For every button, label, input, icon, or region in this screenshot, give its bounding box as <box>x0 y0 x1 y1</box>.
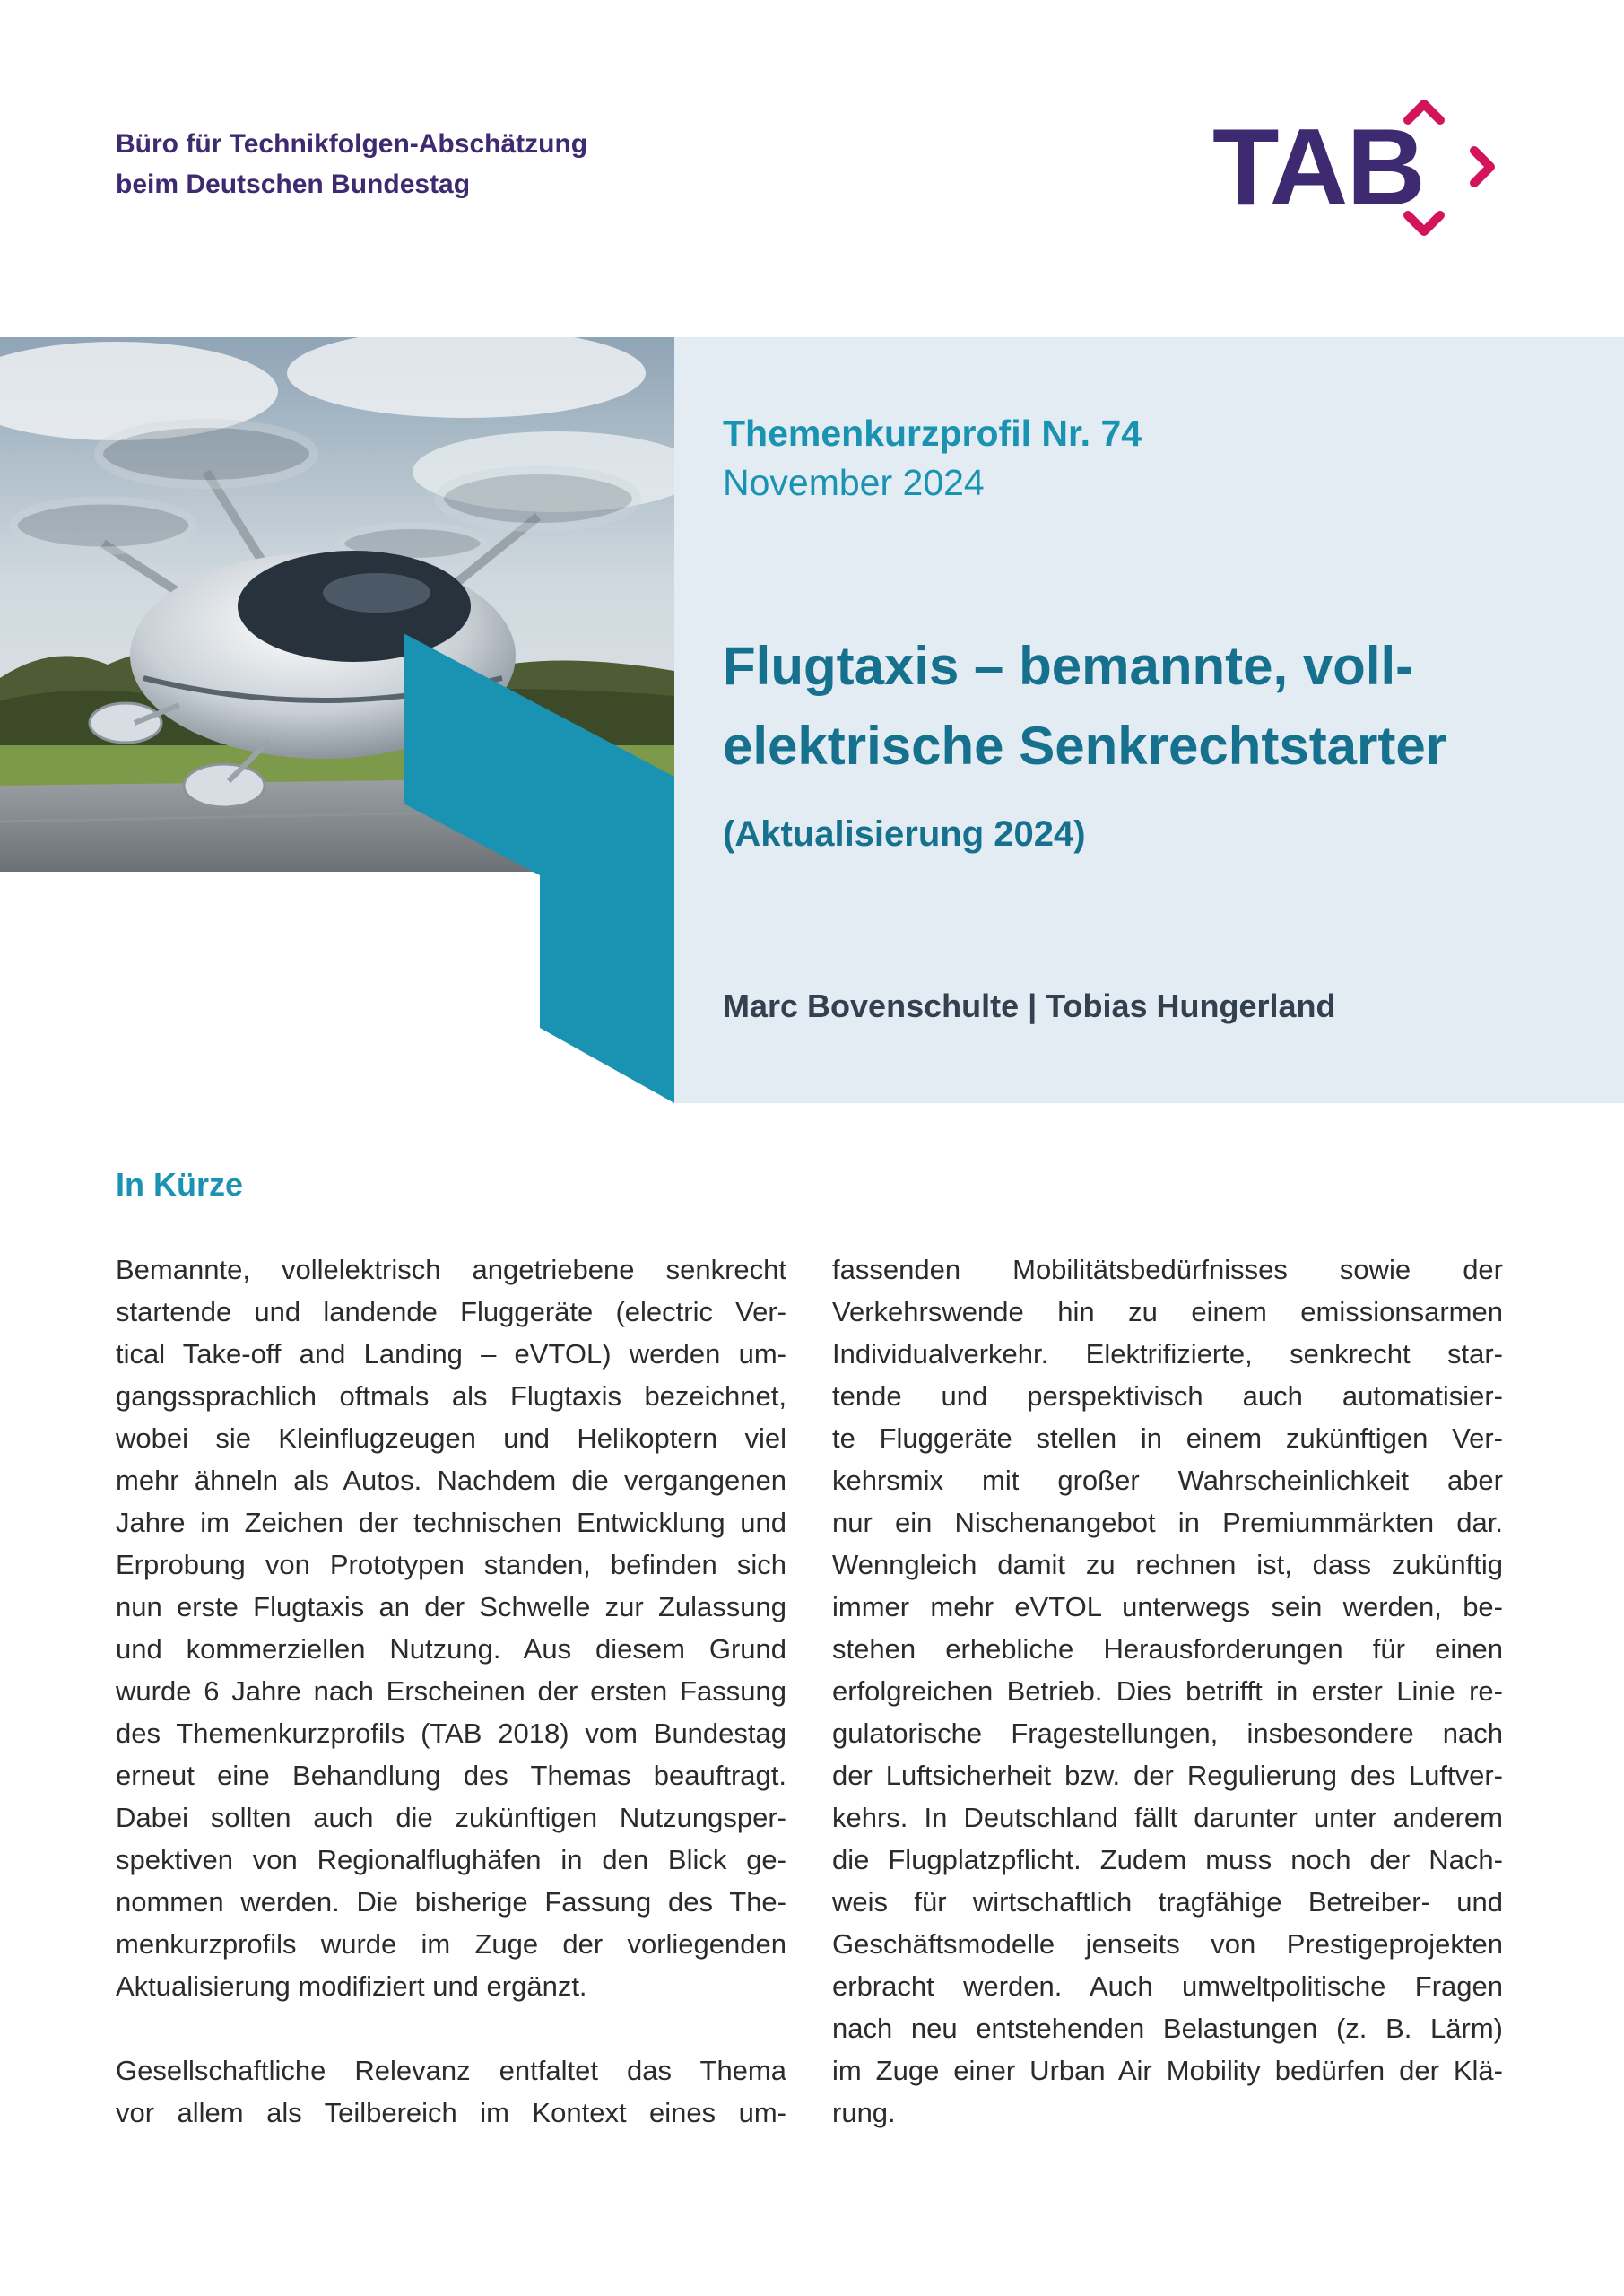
text-line: startende und landende Fluggeräte (electric Ver- <box>116 1296 786 1327</box>
text-line: nommen werden. Die bisherige Fassung des The- <box>116 1886 786 1918</box>
organization-name <box>116 124 743 204</box>
text-line: menkurzprofils wurde im Zuge der vorliegenden <box>116 1928 786 1960</box>
text-line: Jahre im Zeichen der technischen Entwicklung und <box>116 1507 786 1538</box>
text-line: und kommerziellen Nutzung. Aus diesem Grund <box>116 1633 786 1665</box>
text-line: wobei sie Kleinflugzeugen und Helikoptern viel <box>116 1422 786 1454</box>
org-line-1: Büro für Technikfolgen-Abschätzung <box>116 129 588 159</box>
text-line: gulatorische Fragestellungen, insbesondere nach <box>832 1718 1503 1749</box>
publication-date: November 2024 <box>723 462 985 503</box>
text-line: im Zuge einer Urban Air Mobility bedürfen der Klä- <box>832 2055 1503 2086</box>
text-line: spektiven von Regionalflughäfen in den Blick ge- <box>116 1844 786 1875</box>
series-label: Themenkurzprofil Nr. 74 <box>723 413 1142 454</box>
text-line: tende und perspektivisch auch automatisier- <box>832 1380 1503 1412</box>
text-line: Geschäftsmodelle jenseits von Prestigeprojekten <box>832 1928 1503 1960</box>
body-column-right <box>832 1248 1503 2134</box>
text-line: Erprobung von Prototypen standen, befinden sich <box>116 1549 786 1580</box>
text-line: erneut eine Behandlung des Themas beauftragt. <box>116 1760 786 1791</box>
text-line: erfolgreichen Betrieb. Dies betrifft in erster Linie re- <box>832 1675 1503 1707</box>
document-subtitle: (Aktualisierung 2024) <box>723 814 1086 854</box>
text-line: wurde 6 Jahre nach Erscheinen der ersten Fassung <box>116 1675 786 1707</box>
text-line: erbracht werden. Auch umweltpolitische Fragen <box>832 1970 1503 2002</box>
teal-accent-shape <box>404 633 674 1103</box>
text-line: nur ein Nischenangebot in Premiummärkten dar. <box>832 1507 1503 1538</box>
text-line: nach neu entstehenden Belastungen (z. B. Lärm) <box>832 2013 1503 2044</box>
text-line: Verkehrswende hin zu einem emissionsarmen <box>832 1296 1503 1327</box>
logo-chevron-right-icon <box>1474 151 1490 183</box>
title-line-2: elektrische Senkrechtstarter <box>723 716 1447 776</box>
document-title <box>723 626 1584 786</box>
text-line: rung. <box>832 2097 896 2128</box>
text-line: Bemannte, vollelektrisch angetriebene senkrecht <box>116 1254 786 1285</box>
text-line: Dabei sollten auch die zukünftigen Nutzungsper- <box>116 1802 786 1833</box>
text-line: die Flugplatzpflicht. Zudem muss noch der Nach- <box>832 1844 1503 1875</box>
text-line: immer mehr eVTOL unterwegs sein werden, be- <box>832 1591 1503 1622</box>
body-column-left <box>116 1248 786 2134</box>
text-line: fassenden Mobilitätsbedürfnisses sowie der <box>832 1254 1503 1285</box>
text-line: vor allem als Teilbereich im Kontext eines um- <box>116 2097 786 2128</box>
authors: Marc Bovenschulte | Tobias Hungerland <box>723 987 1336 1024</box>
text-line: Wenngleich damit zu rechnen ist, dass zukünftig <box>832 1549 1503 1580</box>
tab-logo-text: TAB <box>1212 106 1424 228</box>
section-heading: In Kürze <box>116 1166 244 1203</box>
text-line: kehrsmix mit großer Wahrscheinlichkeit aber <box>832 1465 1503 1496</box>
title-line-1: Flugtaxis – bemannte, voll- <box>723 636 1414 696</box>
text-line: te Fluggeräte stellen in einem zukünftigen Ver- <box>832 1422 1503 1454</box>
text-line: weis für wirtschaftlich tragfähige Betreiber- und <box>832 1886 1503 1918</box>
text-line: kehrs. In Deutschland fällt darunter unter anderem <box>832 1802 1503 1833</box>
logo-chevron-down-icon <box>1408 215 1440 231</box>
text-line: nun erste Flugtaxis an der Schwelle zur Zulassung <box>116 1591 786 1622</box>
org-line-2: beim Deutschen Bundestag <box>116 170 471 199</box>
text-line: mehr ähneln als Autos. Nachdem die vergangenen <box>116 1465 786 1496</box>
text-line: des Themenkurzprofils (TAB 2018) vom Bundestag <box>116 1718 786 1749</box>
text-line: Individualverkehr. Elektrifizierte, senkrecht star- <box>832 1338 1503 1370</box>
text-line: stehen erhebliche Herausforderungen für einen <box>832 1633 1503 1665</box>
tab-logo <box>1212 97 1508 239</box>
text-line: der Luftsicherheit bzw. der Regulierung des Luftver- <box>832 1760 1503 1791</box>
text-line: gangssprachlich oftmals als Flugtaxis bezeichnet, <box>116 1380 786 1412</box>
text-line: Gesellschaftliche Relevanz entfaltet das Thema <box>116 2055 786 2086</box>
text-line: tical Take-off and Landing – eVTOL) werden um- <box>116 1338 786 1370</box>
text-line: Aktualisierung modifiziert und ergänzt. <box>116 1970 587 2002</box>
